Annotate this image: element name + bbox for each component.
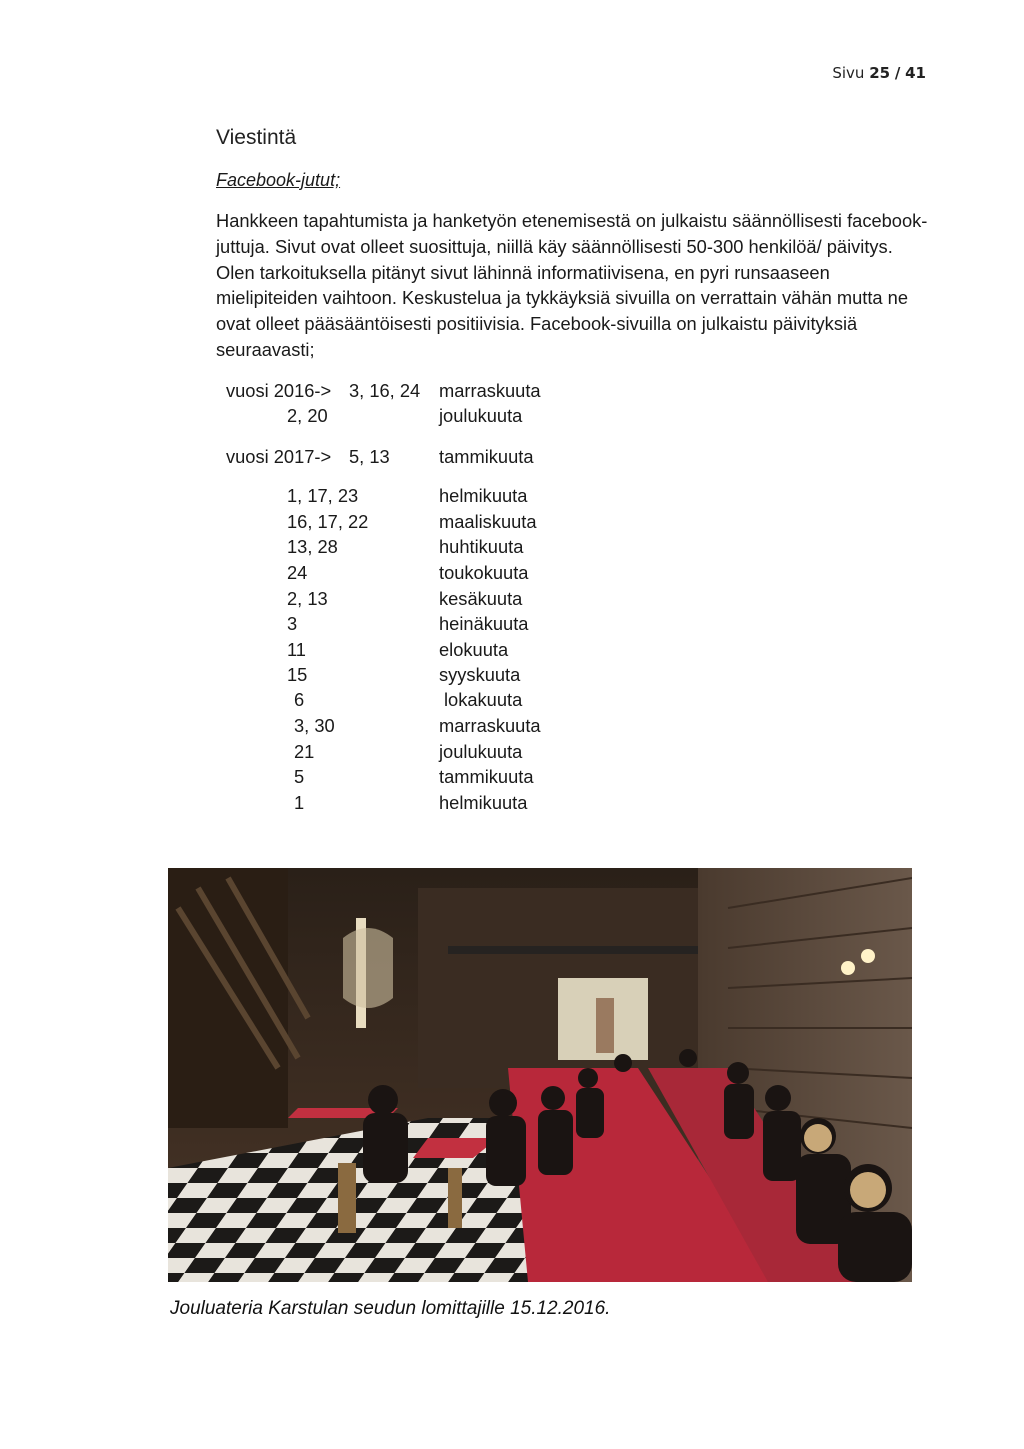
schedule-row xyxy=(0,587,1024,611)
schedule-month: tammikuuta xyxy=(439,446,534,467)
schedule-row xyxy=(0,484,1024,508)
schedule-days: 11 xyxy=(287,639,306,660)
schedule-days: 24 xyxy=(287,562,308,583)
schedule-row xyxy=(0,535,1024,559)
schedule-month: helmikuuta xyxy=(439,792,528,813)
schedule-days: 13, 28 xyxy=(287,536,338,557)
schedule-days: 3, 16, 24 xyxy=(349,380,421,401)
schedule-days: 2, 13 xyxy=(287,588,328,609)
event-photo xyxy=(168,868,912,1282)
page-number xyxy=(832,64,926,82)
schedule-month: marraskuuta xyxy=(439,715,541,736)
schedule-days: 5, 13 xyxy=(349,446,390,467)
schedule-month: helmikuuta xyxy=(439,485,528,506)
photo-caption: Jouluateria Karstulan seudun lomittajille 15.12.2016. xyxy=(170,1298,611,1319)
schedule-row xyxy=(0,561,1024,585)
schedule-days: 1, 17, 23 xyxy=(287,485,359,506)
page-number-total: 41 xyxy=(905,64,926,82)
schedule-month: elokuuta xyxy=(439,639,509,660)
schedule-row xyxy=(0,688,1024,712)
schedule-row xyxy=(0,612,1024,636)
schedule-row xyxy=(0,791,1024,815)
schedule-month: kesäkuuta xyxy=(439,588,523,609)
schedule-days: 16, 17, 22 xyxy=(287,511,369,532)
schedule-days: 21 xyxy=(294,741,315,762)
page-number-prefix: Sivu xyxy=(832,64,865,82)
body-paragraph: Hankkeen tapahtumista ja hanketyön etenemisestä on julkaistu säännöllisesti facebook-juttuja. Sivut ovat olleet suosittuja, niillä käy säännöllisesti 50-300 henkilöä/ päivitys. Olen tarkoituksella pitänyt sivut lähinnä informatiivisena, en pyri runsaaseen mielipiteiden vaihtoon. Keskustelua ja tykkäyksiä sivuilla on verrattain vähän mutta ne ovat olleet pääsääntöisesti positiivisia. Facebook-sivuilla on julkaistu päivityksiä seuraavasti; xyxy=(216,210,928,360)
page-number-current: 25 xyxy=(869,64,891,82)
schedule-row xyxy=(0,510,1024,534)
schedule-days: 5 xyxy=(294,766,305,787)
schedule-month: toukokuuta xyxy=(439,562,529,583)
schedule-days: 3, 30 xyxy=(294,715,335,736)
event-photo-icon xyxy=(168,868,912,1282)
schedule-row xyxy=(0,638,1024,662)
subsection-heading: Facebook-jutut; xyxy=(216,170,341,190)
section-heading: Viestintä xyxy=(216,126,297,149)
schedule-month: maaliskuuta xyxy=(439,511,537,532)
schedule-row xyxy=(0,740,1024,764)
schedule-year-label: vuosi 2017-> xyxy=(226,446,332,467)
schedule-month: joulukuuta xyxy=(439,741,523,762)
schedule-days: 2, 20 xyxy=(287,405,328,426)
schedule-row xyxy=(0,404,1024,428)
schedule-row xyxy=(0,663,1024,687)
schedule-days: 1 xyxy=(294,792,305,813)
schedule-days: 6 xyxy=(294,689,305,710)
schedule-month: marraskuuta xyxy=(439,380,541,401)
schedule-row xyxy=(0,379,1024,403)
schedule-days: 3 xyxy=(287,613,298,634)
schedule-row xyxy=(0,445,1024,469)
schedule-days: 15 xyxy=(287,664,308,685)
schedule-month: lokakuuta xyxy=(444,689,523,710)
schedule-month: joulukuuta xyxy=(439,405,523,426)
schedule-month: syyskuuta xyxy=(439,664,521,685)
schedule-row xyxy=(0,765,1024,789)
schedule-month: tammikuuta xyxy=(439,766,534,787)
schedule-month: huhtikuuta xyxy=(439,536,524,557)
schedule-row xyxy=(0,714,1024,738)
schedule-month: heinäkuuta xyxy=(439,613,529,634)
page-number-separator: / xyxy=(894,64,901,82)
schedule-year-label: vuosi 2016-> xyxy=(226,380,332,401)
